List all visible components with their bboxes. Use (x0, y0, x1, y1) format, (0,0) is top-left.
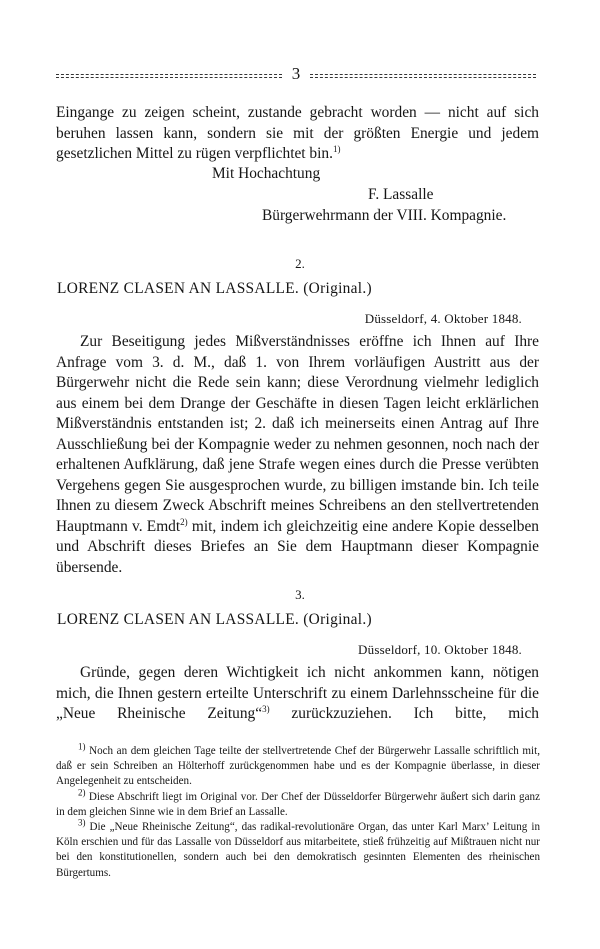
letter-3-paragraph (56, 663, 539, 725)
letter-3-note: (Original.) (303, 611, 372, 628)
letter-3-body-a: Gründe, gegen deren Wichtigkeit ich nicht ankommen kann, nötigen mich, die Ihnen gestern erteilte Unterschrift zu einem Darlehnsscheine für die „Neue Rheinische Zeitung“ (56, 664, 539, 722)
header-rule-right-lower (310, 77, 536, 78)
letter-3-heading (57, 611, 372, 629)
letter-1-continuation (56, 103, 539, 165)
footnote-1-text: Noch an dem gleichen Tage teilte der stellvertretende Chef der Bürgerwehr Lassalle schriftlich mit, daß er sein Schreiben an Hölterhoff zurückgenommen habe und es der Kompagnie überlasse, in dieser Angelegenheit zu entscheiden. (56, 745, 540, 788)
closing-role: Bürgerwehrmann der VIII. Kompagnie. (262, 207, 507, 224)
letter-2-paragraph (56, 332, 539, 578)
letter-2-number: 2. (295, 256, 305, 271)
letter-2-body (56, 332, 539, 578)
letter-3-title: LORENZ CLASEN AN LASSALLE. (57, 611, 300, 628)
letter-2-dateline: Düsseldorf, 4. Oktober 1848. (364, 311, 522, 326)
continuation-line-3-text: gesetzlichen Mittel zu rügen verpflichtet bin. (56, 145, 333, 162)
continuation-line-3 (56, 144, 539, 165)
header-rule-right (310, 74, 536, 75)
letter-3-body (56, 663, 539, 725)
footnote-ref-1: 1) (332, 143, 341, 154)
continuation-line-1: Eingange zu zeigen scheint, zustande gebracht worden — nicht auf sich (56, 104, 539, 121)
footnote-2 (56, 786, 540, 820)
letter-3-number: 3. (295, 587, 305, 602)
letter-2-heading (57, 280, 372, 298)
footnote-3 (56, 817, 540, 881)
closing-salutation: Mit Hochachtung (212, 165, 321, 182)
footnote-1 (56, 741, 540, 790)
letter-2-body-b: mit, indem ich gleichzeitig eine andere Kopie desselben und Abschrift dieses Briefes an Sie dem Hauptmann dieser Kompagnie übersende. (56, 517, 539, 576)
footnote-1-mark: 1) (78, 741, 86, 752)
continuation-line-2: beruhen lassen kann, sondern sie mit der größten Energie und jedem (56, 124, 539, 142)
letter-2-title: LORENZ CLASEN AN LASSALLE. (57, 280, 300, 297)
closing-signature: F. Lassalle (368, 186, 434, 203)
header-rule-left (56, 74, 282, 75)
footnotes (56, 741, 540, 881)
running-header (56, 64, 536, 84)
footnote-2-mark: 2) (78, 786, 86, 797)
page-number: 3 (291, 64, 301, 83)
footnote-ref-3: 3) (262, 703, 270, 714)
footnote-3-mark: 3) (78, 817, 86, 828)
header-rule-left-lower (56, 77, 282, 78)
footnote-3-text: Die „Neue Rheinische Zeitung“, das radikal-revolutionäre Organ, das unter Karl Marx’ Leitung in Köln erschien und für das Lassalle von Düsseldorf aus mitarbeitete, stieß frühzeitig auf Mißtrauen nicht nur bei den konstitutionellen, sondern auch bei den demokratisch gesinnten Elementen des rheinischen Bürgertums. (56, 821, 540, 879)
letter-3-dateline: Düsseldorf, 10. Oktober 1848. (358, 642, 522, 657)
letter-2-note: (Original.) (303, 280, 372, 297)
letter-2-body-a: Zur Beseitigung jedes Mißverständnisses eröffne ich Ihnen auf Ihre Anfrage vom 3. d. M., daß 1. von Ihrem vorläufigen Austritt aus der Bürgerwehr nicht die Rede sein kann; diese Verordnung vielmehr lediglich aus einem bei dem Drange der Geschäfte in diesen Tagen leicht erklärlichen Mißverständnis entstanden ist; 2. daß ich meinerseits einen Antrag auf Ihre Ausschließung bei der Kompagnie weder zu nehmen gesonnen, noch nach der erhaltenen Aufklärung, daß jene Strafe wegen eines durch die Presse verübten Vergehens gegen Sie ausgesprochen wurde, zu billigen imstande bin. Ich teile Ihnen zu diesem Zweck Abschrift meines Schreibens an den stellvertretenden Hauptmann v. Emdt (56, 333, 539, 535)
footnote-2-text: Diese Abschrift liegt im Original vor. Der Chef der Düsseldorfer Bürgerwehr äußert sich darin ganz in dem gleichen Sinne wie in dem Brief an Lassalle. (56, 790, 540, 818)
footnote-ref-2: 2) (180, 516, 188, 527)
letter-3-body-b: zurückzuziehen. Ich bitte, mich (269, 705, 539, 722)
